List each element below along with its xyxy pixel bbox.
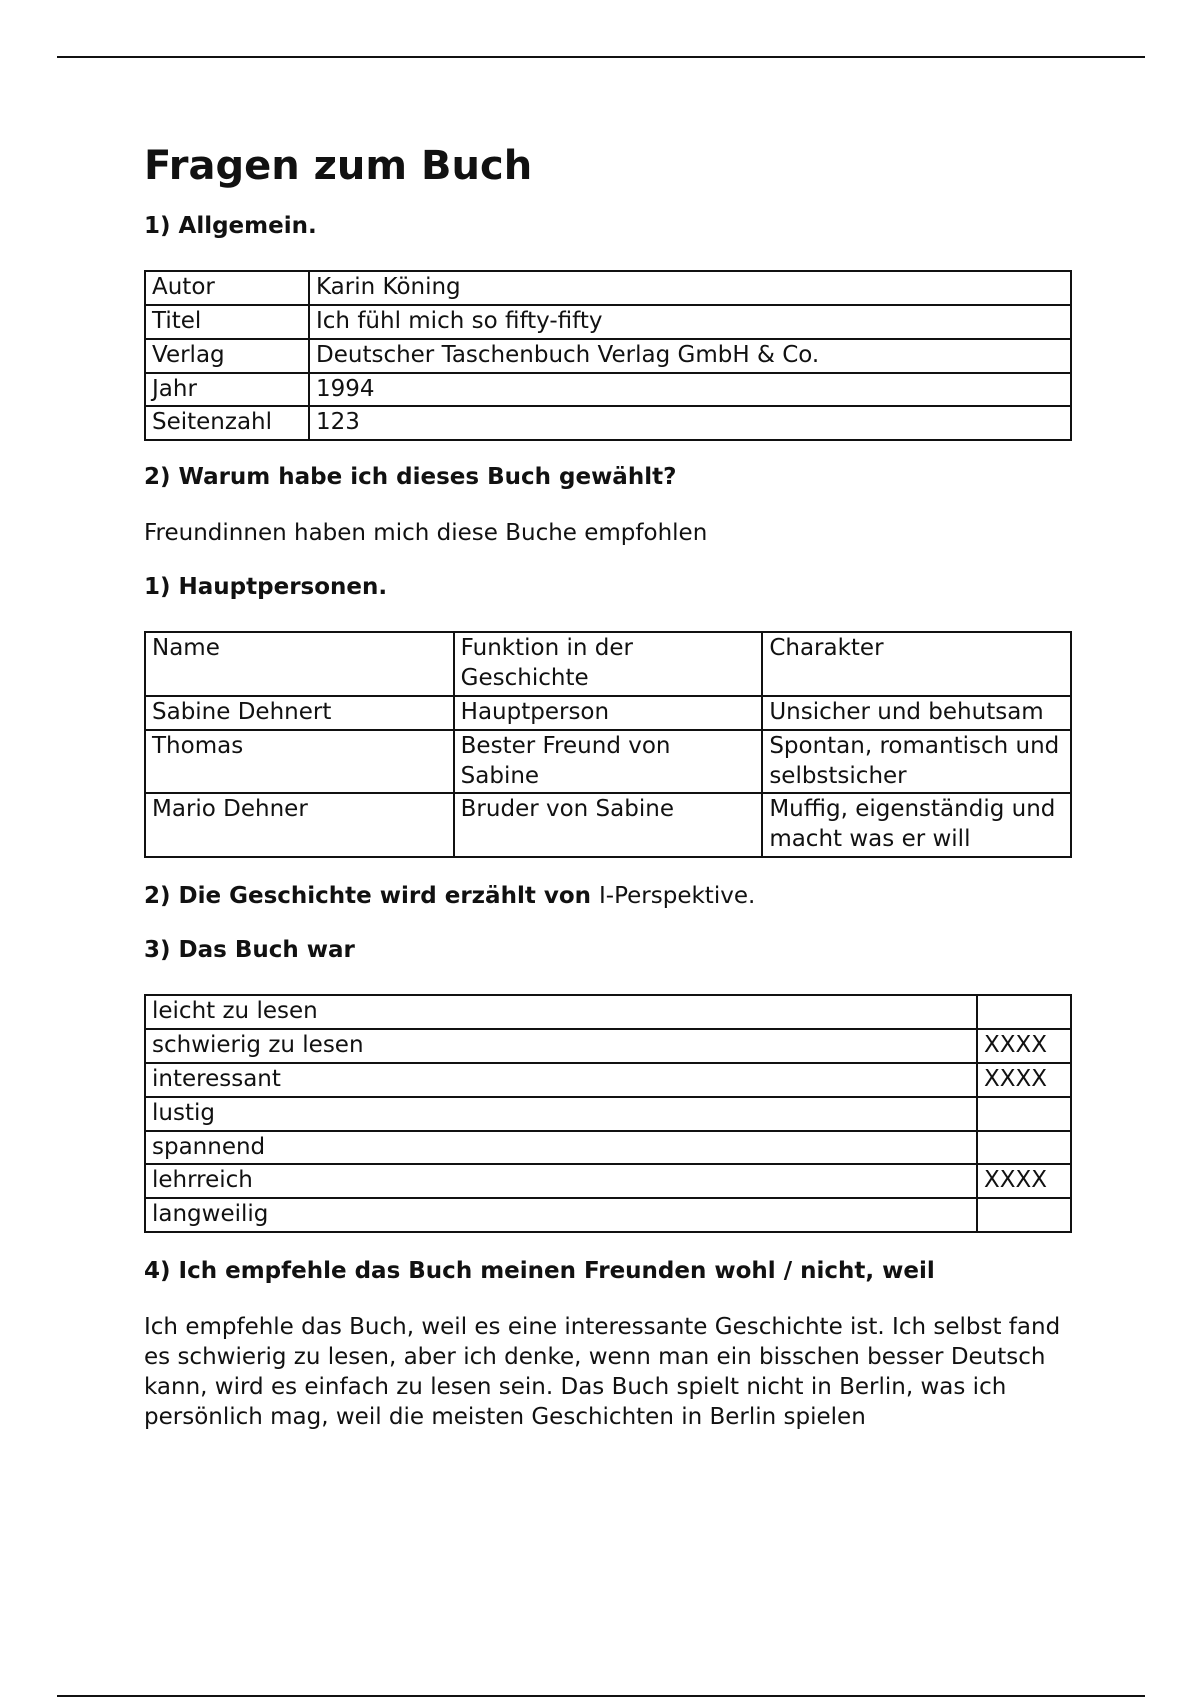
- table-header-row: Name Funktion in der Geschichte Charakter: [145, 632, 1071, 696]
- bottom-rule: [57, 1695, 1145, 1697]
- buch-war-table: [144, 994, 1072, 1233]
- empfehlung-text: Ich empfehle das Buch, weil es eine interessante Geschichte ist. Ich selbst fand es schwierig zu lesen, aber ich denke, wenn man ein bisschen besser Deutsch kann, wird es einfach zu lesen sein. Das Buch spielt nicht in Berlin, was ich persönlich mag, weil die meisten Geschichten in Berlin spielen: [144, 1314, 1061, 1430]
- table-row: spannend: [145, 1131, 1071, 1165]
- section-warum-heading: 2) Warum habe ich dieses Buch gewählt?: [144, 464, 677, 491]
- document-content: [144, 142, 1074, 1433]
- top-rule: [57, 56, 1145, 58]
- perspektive-answer: I-Perspektive.: [599, 883, 756, 910]
- section-buch-war-heading: 3) Das Buch war: [144, 937, 355, 964]
- table-row: Verlag Deutscher Taschenbuch Verlag GmbH & Co.: [145, 339, 1071, 373]
- section-allgemein-heading: 1) Allgemein.: [144, 213, 317, 239]
- hauptpersonen-table: [144, 631, 1072, 858]
- table-row: interessant XXXX: [145, 1063, 1071, 1097]
- table-row: Thomas Bester Freund von Sabine Spontan, romantisch und selbstsicher: [145, 730, 1071, 794]
- table-row: Titel Ich fühl mich so fifty-fifty: [145, 305, 1071, 339]
- table-row: leicht zu lesen: [145, 995, 1071, 1029]
- table-row: Jahr 1994: [145, 373, 1071, 407]
- table-row: Sabine Dehnert Hauptperson Unsicher und behutsam: [145, 696, 1071, 730]
- table-row: lustig: [145, 1097, 1071, 1131]
- section-perspektive-heading: [144, 882, 1074, 912]
- section-hauptpersonen-heading: 1) Hauptpersonen.: [144, 574, 388, 601]
- page-title: Fragen zum Buch: [144, 143, 533, 189]
- table-row: schwierig zu lesen XXXX: [145, 1029, 1071, 1063]
- warum-answer: Freundinnen haben mich diese Buche empfohlen: [144, 520, 708, 547]
- table-row: Seitenzahl 123: [145, 406, 1071, 440]
- section-empfehlung-heading: 4) Ich empfehle das Buch meinen Freunden wohl / nicht, weil: [144, 1258, 935, 1285]
- allgemein-table: [144, 270, 1072, 441]
- perspektive-question: 2) Die Geschichte wird erzählt von: [144, 883, 591, 910]
- table-row: langweilig: [145, 1198, 1071, 1232]
- table-row: Autor Karin Köning: [145, 271, 1071, 305]
- table-row: Mario Dehner Bruder von Sabine Muffig, eigenständig und macht was er will: [145, 793, 1071, 857]
- table-row: lehrreich XXXX: [145, 1164, 1071, 1198]
